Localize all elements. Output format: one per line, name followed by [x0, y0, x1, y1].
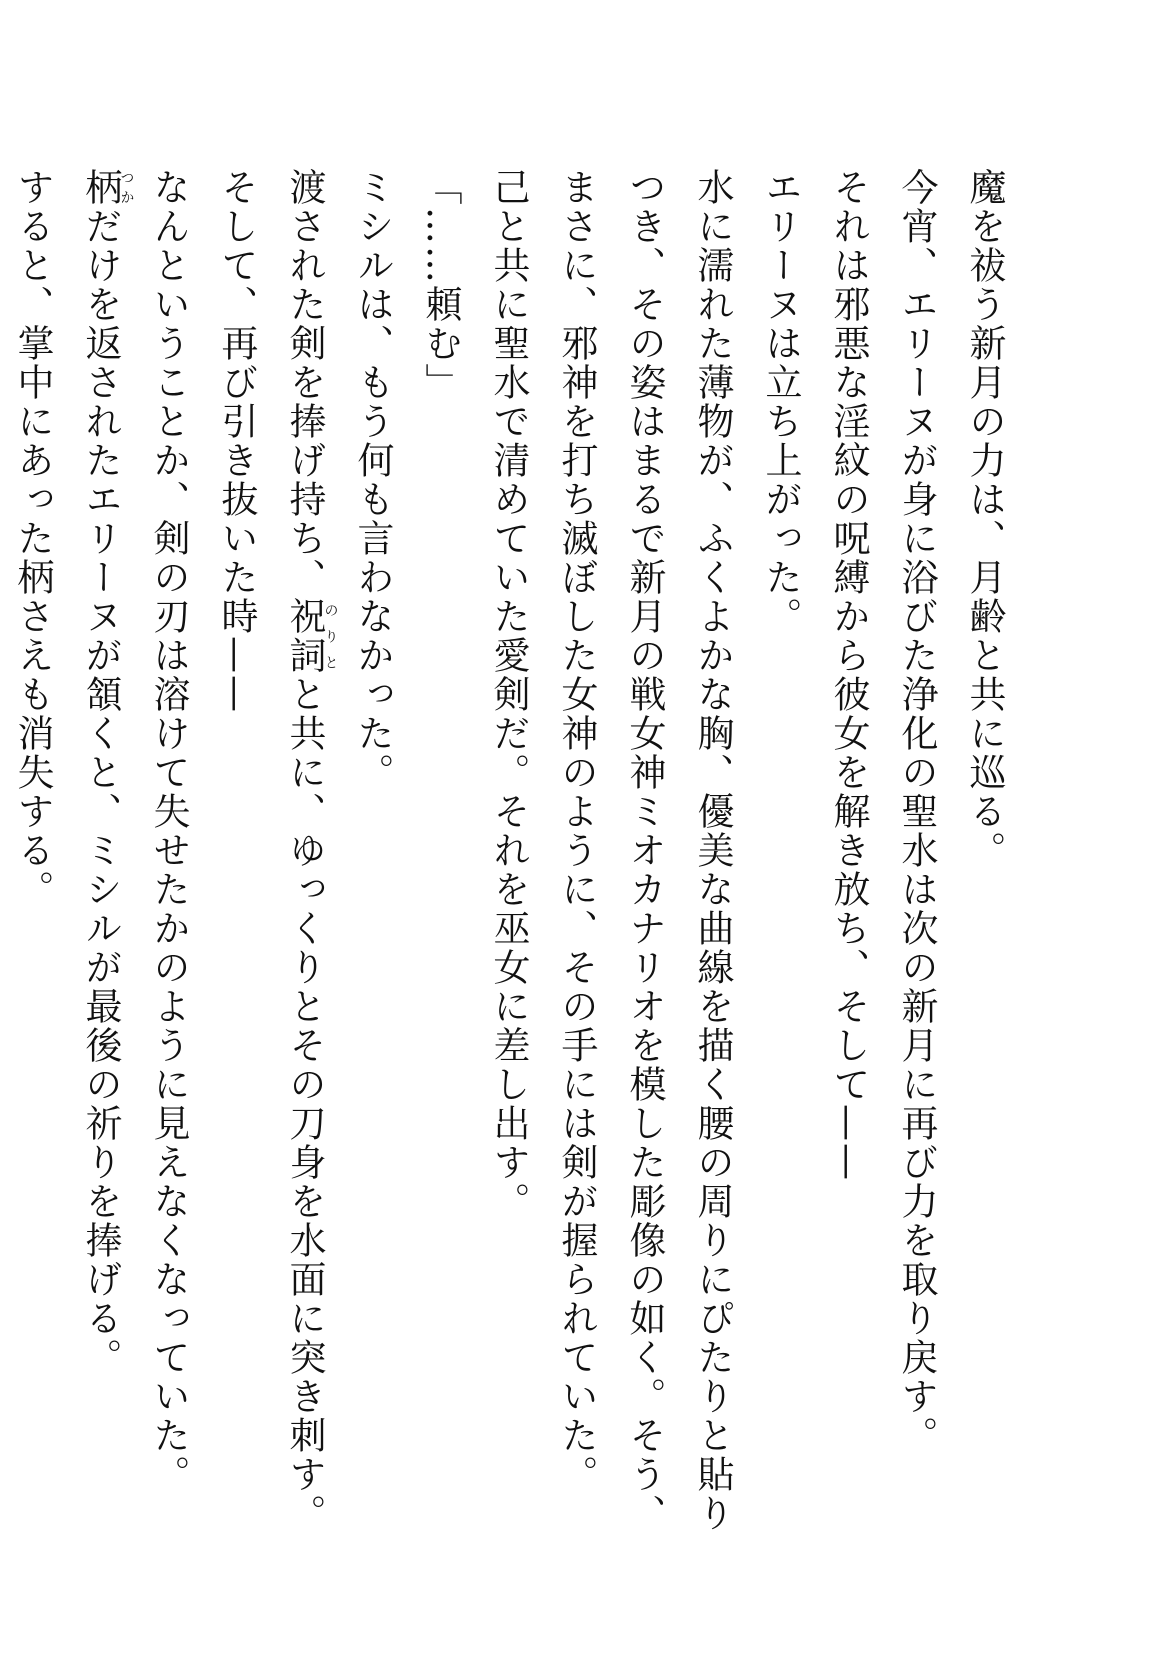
ruby-norito-reading: のりと — [322, 597, 339, 675]
text-line-11 — [270, 168, 338, 1548]
text-line-3: それは邪悪な淫紋の呪縛から彼女を解き放ち、そして—— — [827, 168, 870, 1182]
ruby-tsuka — [79, 168, 135, 207]
text-line-10: ミシルは、もう何も言わなかった。 — [351, 168, 394, 792]
text-line-4: エリーヌは立ち上がった。 — [759, 168, 802, 636]
text-line-5: 水に濡れた薄物が、ふくよかな胸、優美な曲線を描く腰の周りにぴたりと貼り — [691, 168, 734, 1533]
text-line-15: すると、掌中にあった柄さえも消失する。 — [11, 168, 54, 909]
text-line-14-after: だけを返されたエリーヌが頷くと、ミシルが最後の祈りを捧げる。 — [79, 207, 122, 1377]
ruby-tsuka-base: 柄 — [79, 168, 122, 207]
ruby-norito — [283, 597, 339, 675]
text-line-11-after: と共に、ゆっくりとその刀身を水面に突き刺す。 — [283, 675, 326, 1533]
text-line-9: 「……頼む」 — [419, 168, 462, 402]
text-line-6: つき、その姿はまるで新月の戦女神ミオカナリオを模した彫像の如く。そう、 — [623, 168, 666, 1533]
text-line-2: 今宵、エリーヌが身に浴びた浄化の聖水は次の新月に再び力を取り戻す。 — [895, 168, 938, 1455]
text-line-12: そして、再び引き抜いた時—— — [215, 168, 258, 714]
ruby-norito-base: 祝詞 — [283, 597, 326, 675]
vertical-text-body — [0, 168, 1018, 1548]
text-line-7: まさに、邪神を打ち滅ぼした女神のように、その手には剣が握られていた。 — [555, 168, 598, 1494]
text-line-14 — [66, 168, 134, 1548]
text-line-8: 己と共に聖水で清めていた愛剣だ。それを巫女に差し出す。 — [487, 168, 530, 1221]
text-line-13: なんということか、剣の刃は溶けて失せたかのように見えなくなっていた。 — [147, 168, 190, 1494]
text-line-11-before: 渡された剣を捧げ持ち、 — [283, 168, 326, 597]
text-line-1: 魔を祓う新月の力は、月齢と共に巡る。 — [963, 168, 1006, 870]
ruby-tsuka-reading: つか — [118, 168, 135, 207]
